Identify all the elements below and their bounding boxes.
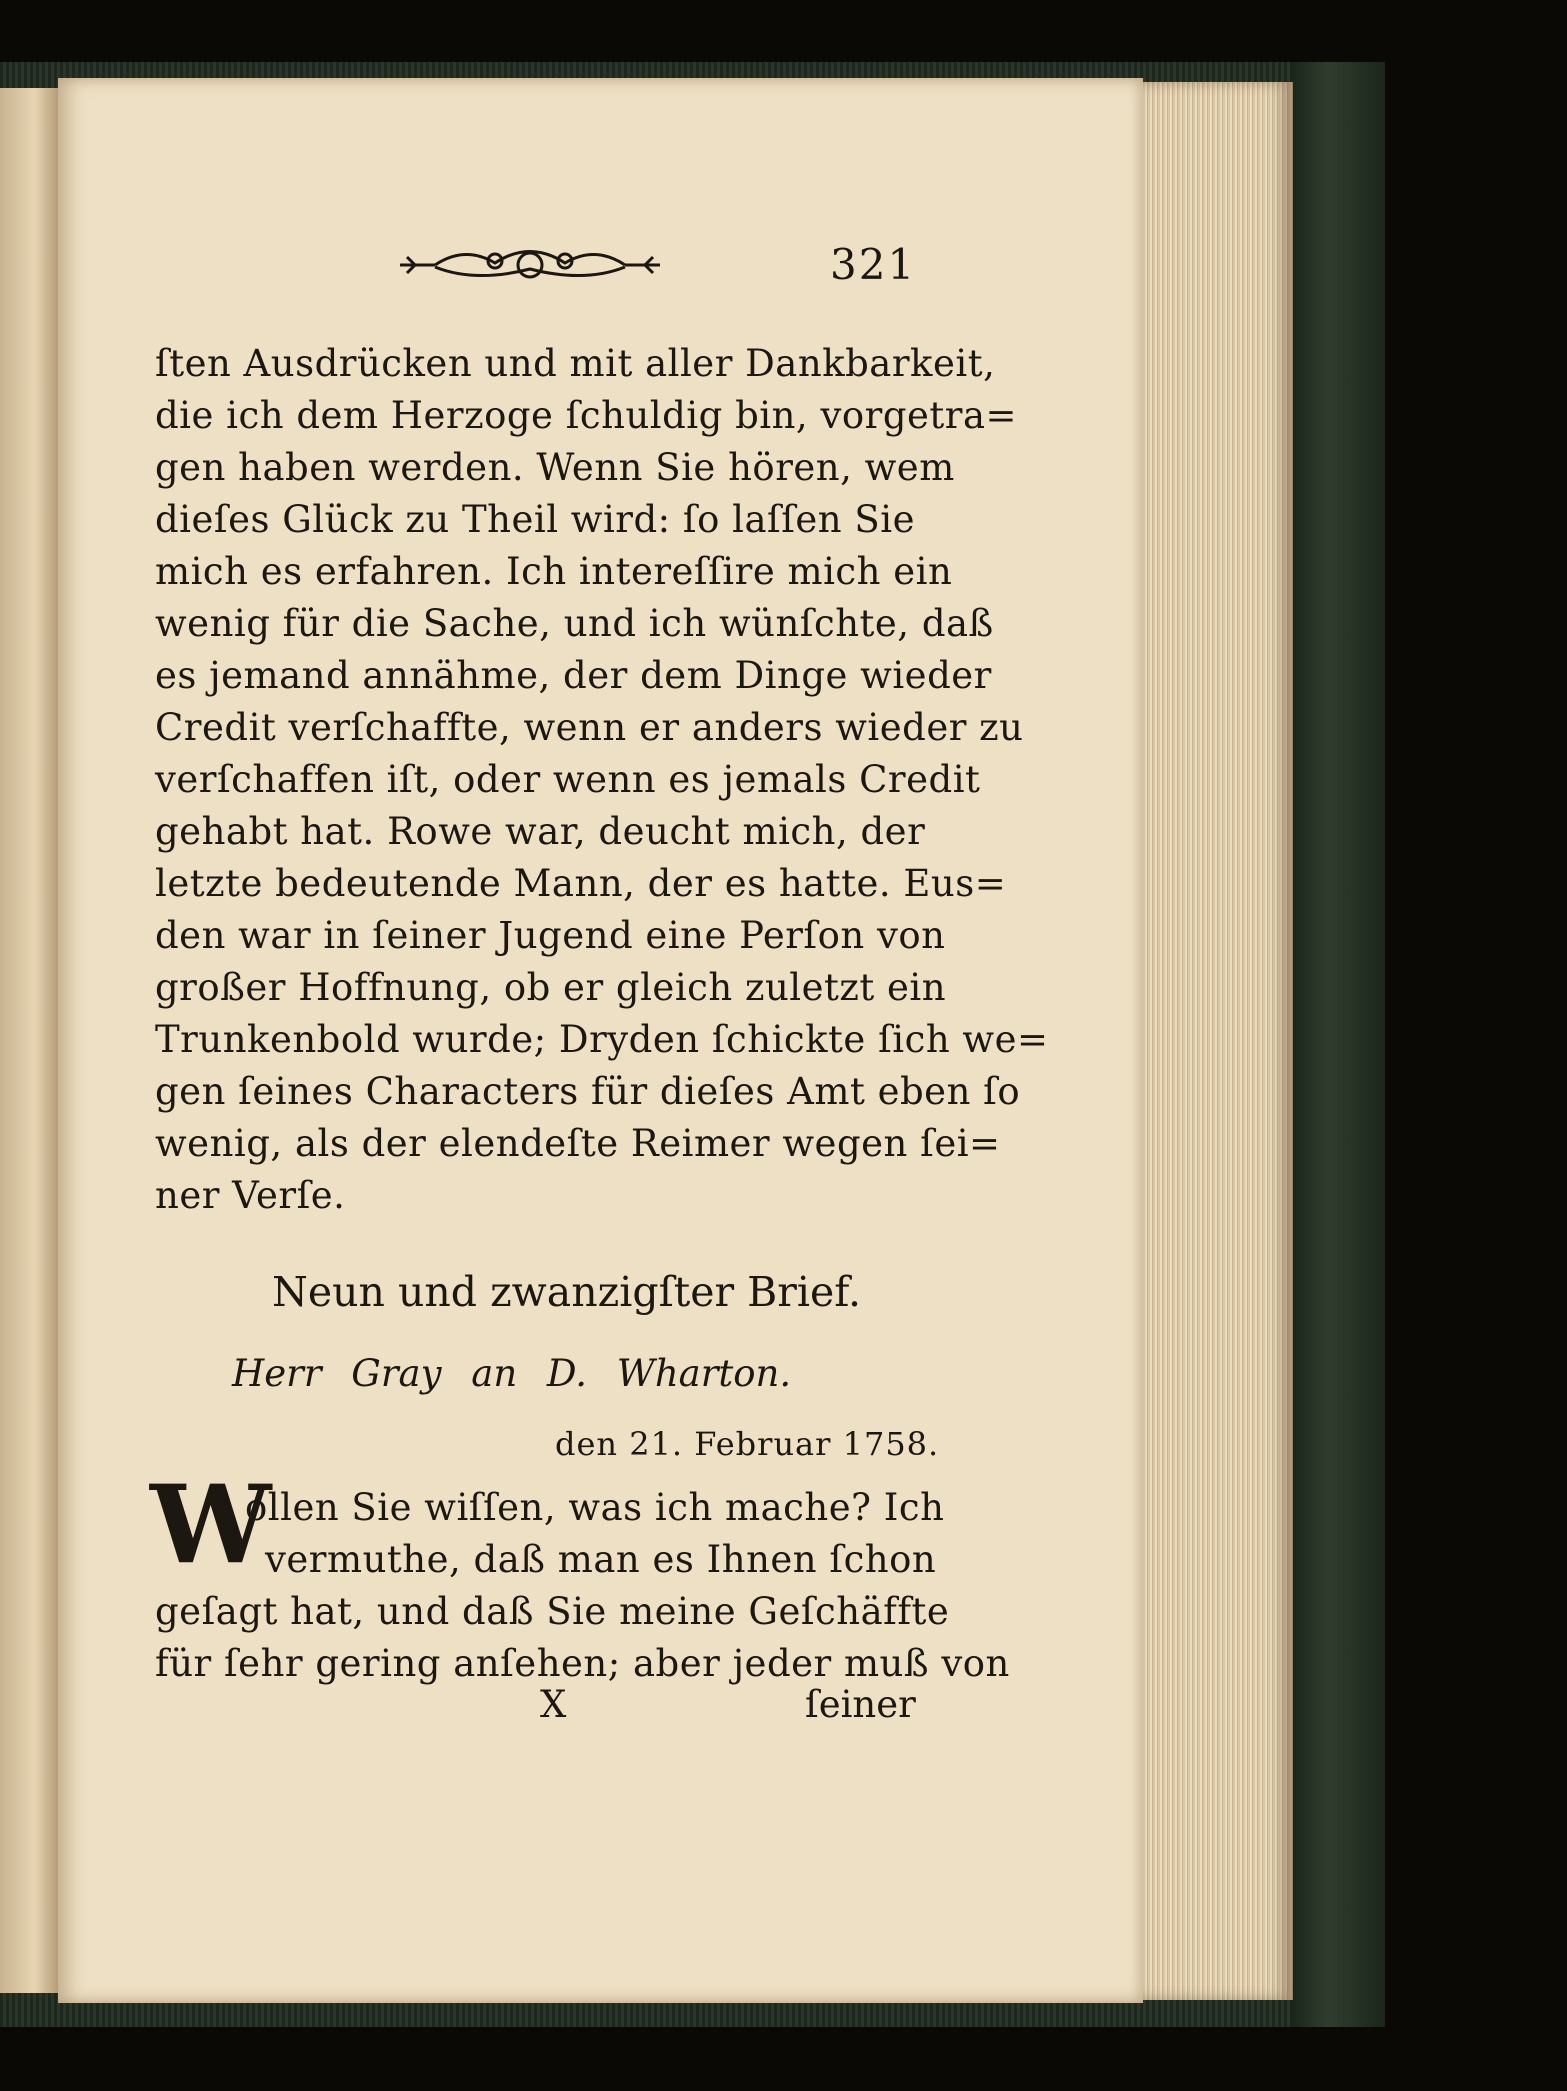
text-line: den war in ſeiner Jugend eine Perſon von — [155, 914, 946, 957]
text-line: Trunkenbold wurde; Dryden ſchickte ſich we= — [155, 1018, 1049, 1061]
text-line: verſchaffen iſt, oder wenn es jemals Credit — [155, 758, 981, 801]
signature-mark: X — [540, 1683, 567, 1726]
text-line: dieſes Glück zu Theil wird: ſo laſſen Sie — [155, 498, 915, 541]
text-line: ollen Sie wiſſen, was ich mache? Ich — [245, 1486, 945, 1529]
ornament-icon — [395, 235, 665, 295]
book-cover-edge — [1290, 62, 1385, 2027]
text-line: geſagt hat, und daß Sie meine Geſchäffte — [155, 1590, 950, 1633]
text-line: gen haben werden. Wenn Sie hören, wem — [155, 446, 955, 489]
text-line: wenig, als der elendeſte Reimer wegen ſei= — [155, 1122, 1001, 1165]
page-number: 321 — [830, 240, 917, 289]
page-block-edges — [1143, 82, 1293, 2000]
text-line: vermuthe, daß man es Ihnen ſchon — [265, 1538, 937, 1581]
catchword: ſeiner — [805, 1683, 916, 1726]
text-line: gehabt hat. Rowe war, deucht mich, der — [155, 810, 926, 853]
text-line: es jemand annähme, der dem Dinge wieder — [155, 654, 992, 697]
letter-header: Herr Gray an D. Wharton. — [232, 1352, 792, 1395]
text-line: wenig für die Sache, und ich wünſchte, daß — [155, 602, 994, 645]
text-line: letzte bedeutende Mann, der es hatte. Eus= — [155, 862, 1007, 905]
letter-date: den 21. Februar 1758. — [555, 1425, 940, 1463]
previous-page-edge — [0, 88, 58, 1993]
text-line: für ſehr gering anſehen; aber jeder muß von — [155, 1642, 1010, 1685]
text-line: großer Hoffnung, ob er gleich zuletzt ein — [155, 966, 947, 1009]
text-line: die ich dem Herzoge ſchuldig bin, vorgetra= — [155, 394, 1018, 437]
text-line: Credit verſchaffte, wenn er anders wieder zu — [155, 706, 1024, 749]
text-line: gen ſeines Characters für dieſes Amt eben ſo — [155, 1070, 1021, 1113]
text-line: mich es erfahren. Ich intereſſire mich ein — [155, 550, 953, 593]
text-line: ner Verſe. — [155, 1174, 346, 1217]
text-line: ſten Ausdrücken und mit aller Dankbarkeit, — [155, 342, 996, 385]
drop-cap: W — [150, 1462, 272, 1588]
letter-title: Neun und zwanzigſter Brief. — [272, 1268, 861, 1316]
